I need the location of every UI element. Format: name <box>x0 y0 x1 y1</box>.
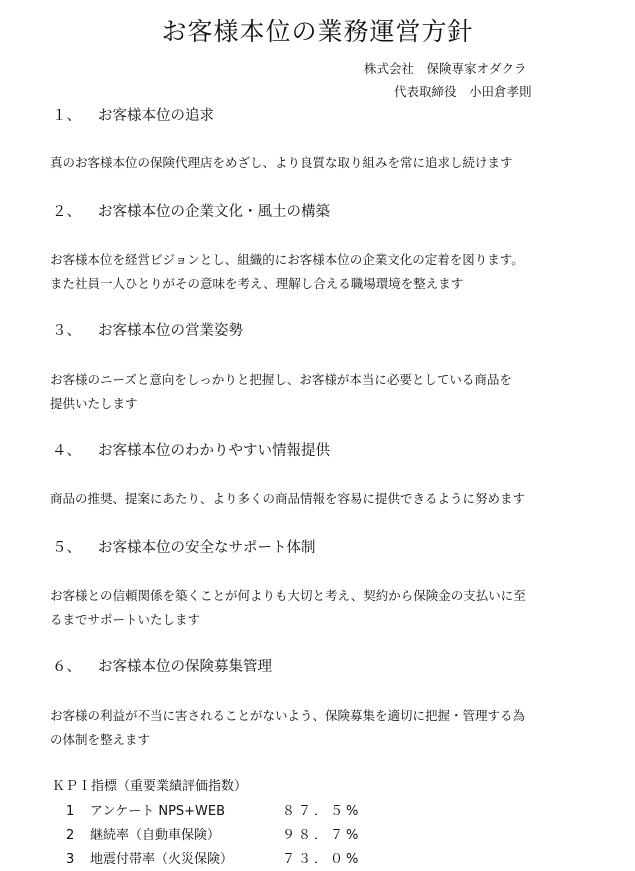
kpi-label: 継続率（自動車保険） <box>90 828 221 843</box>
section-body-3 <box>50 368 610 416</box>
section-number: ６、 <box>52 659 81 675</box>
section-number: ３、 <box>52 323 81 339</box>
section-title: お客様本位の営業姿勢 <box>98 323 243 339</box>
kpi-value: ８７．５% <box>282 804 362 819</box>
body-line: お客様の利益が不当に害されることがないよう、保険募集を適切に把握・管理する為 <box>50 708 526 723</box>
body-line: の体制を整えます <box>50 732 151 747</box>
section-title: お客様本位の企業文化・風土の構築 <box>98 204 330 220</box>
section-number: ４、 <box>52 443 81 459</box>
section-title: お客様本位の追求 <box>98 108 214 124</box>
kpi-number: 1 <box>66 804 75 819</box>
section-title: お客様本位の安全なサポート体制 <box>98 540 316 556</box>
section-title: お客様本位のわかりやすい情報提供 <box>98 443 330 459</box>
kpi-row <box>66 827 361 845</box>
page-title: お客様本位の業務運営方針 <box>161 17 474 46</box>
kpi-title: ＫＰＩ指標（重要業績評価指数） <box>52 779 248 794</box>
kpi-value: ９８．７% <box>282 828 362 843</box>
body-line: お客様のニーズと意向をしっかりと把握し、お客様が本当に必要としている商品を <box>50 372 512 387</box>
section-heading-4 <box>52 441 330 461</box>
section-title: お客様本位の保険募集管理 <box>98 659 272 675</box>
kpi-value: ７３．０% <box>282 852 362 867</box>
kpi-number: 2 <box>66 828 75 843</box>
body-line: るまでサポートいたします <box>50 612 201 627</box>
body-line: また社員一人ひとりがその意味を考え、理解し合える職場環境を整えます <box>50 276 464 291</box>
section-body-2 <box>50 248 610 296</box>
body-line: お客様本位を経営ビジョンとし、組織的にお客様本位の企業文化の定着を図ります。 <box>50 252 524 267</box>
section-heading-1 <box>52 106 214 126</box>
representative-name: 代表取締役 小田倉孝則 <box>394 84 532 99</box>
body-line: お客様との信頼関係を築くことが何よりも大切と考え、契約から保険金の支払いに至 <box>50 588 526 603</box>
kpi-number: 3 <box>66 852 75 867</box>
section-heading-3 <box>52 321 243 341</box>
section-number: ５、 <box>52 540 81 556</box>
section-heading-5 <box>52 538 316 558</box>
section-body-4 <box>50 487 610 511</box>
section-number: １、 <box>52 108 81 124</box>
section-body-1 <box>50 151 610 175</box>
body-line: 提供いたします <box>50 396 138 411</box>
body-line: 真のお客様本位の保険代理店をめざし、より良質な取り組みを常に追求し続けます <box>50 155 513 170</box>
section-number: ２、 <box>52 204 81 220</box>
body-line: 商品の推奨、提案にあたり、より多くの商品情報を容易に提供できるように努めます <box>50 491 526 506</box>
company-name: 株式会社 保険専家オダクラ <box>364 61 527 76</box>
kpi-row <box>66 803 361 821</box>
section-body-5 <box>50 584 610 632</box>
section-body-6 <box>50 704 610 752</box>
kpi-label: 地震付帯率（火災保険） <box>90 852 234 867</box>
section-heading-6 <box>52 657 272 677</box>
kpi-label: アンケート NPS+WEB <box>90 804 226 819</box>
kpi-row <box>66 851 361 869</box>
section-heading-2 <box>52 202 330 222</box>
